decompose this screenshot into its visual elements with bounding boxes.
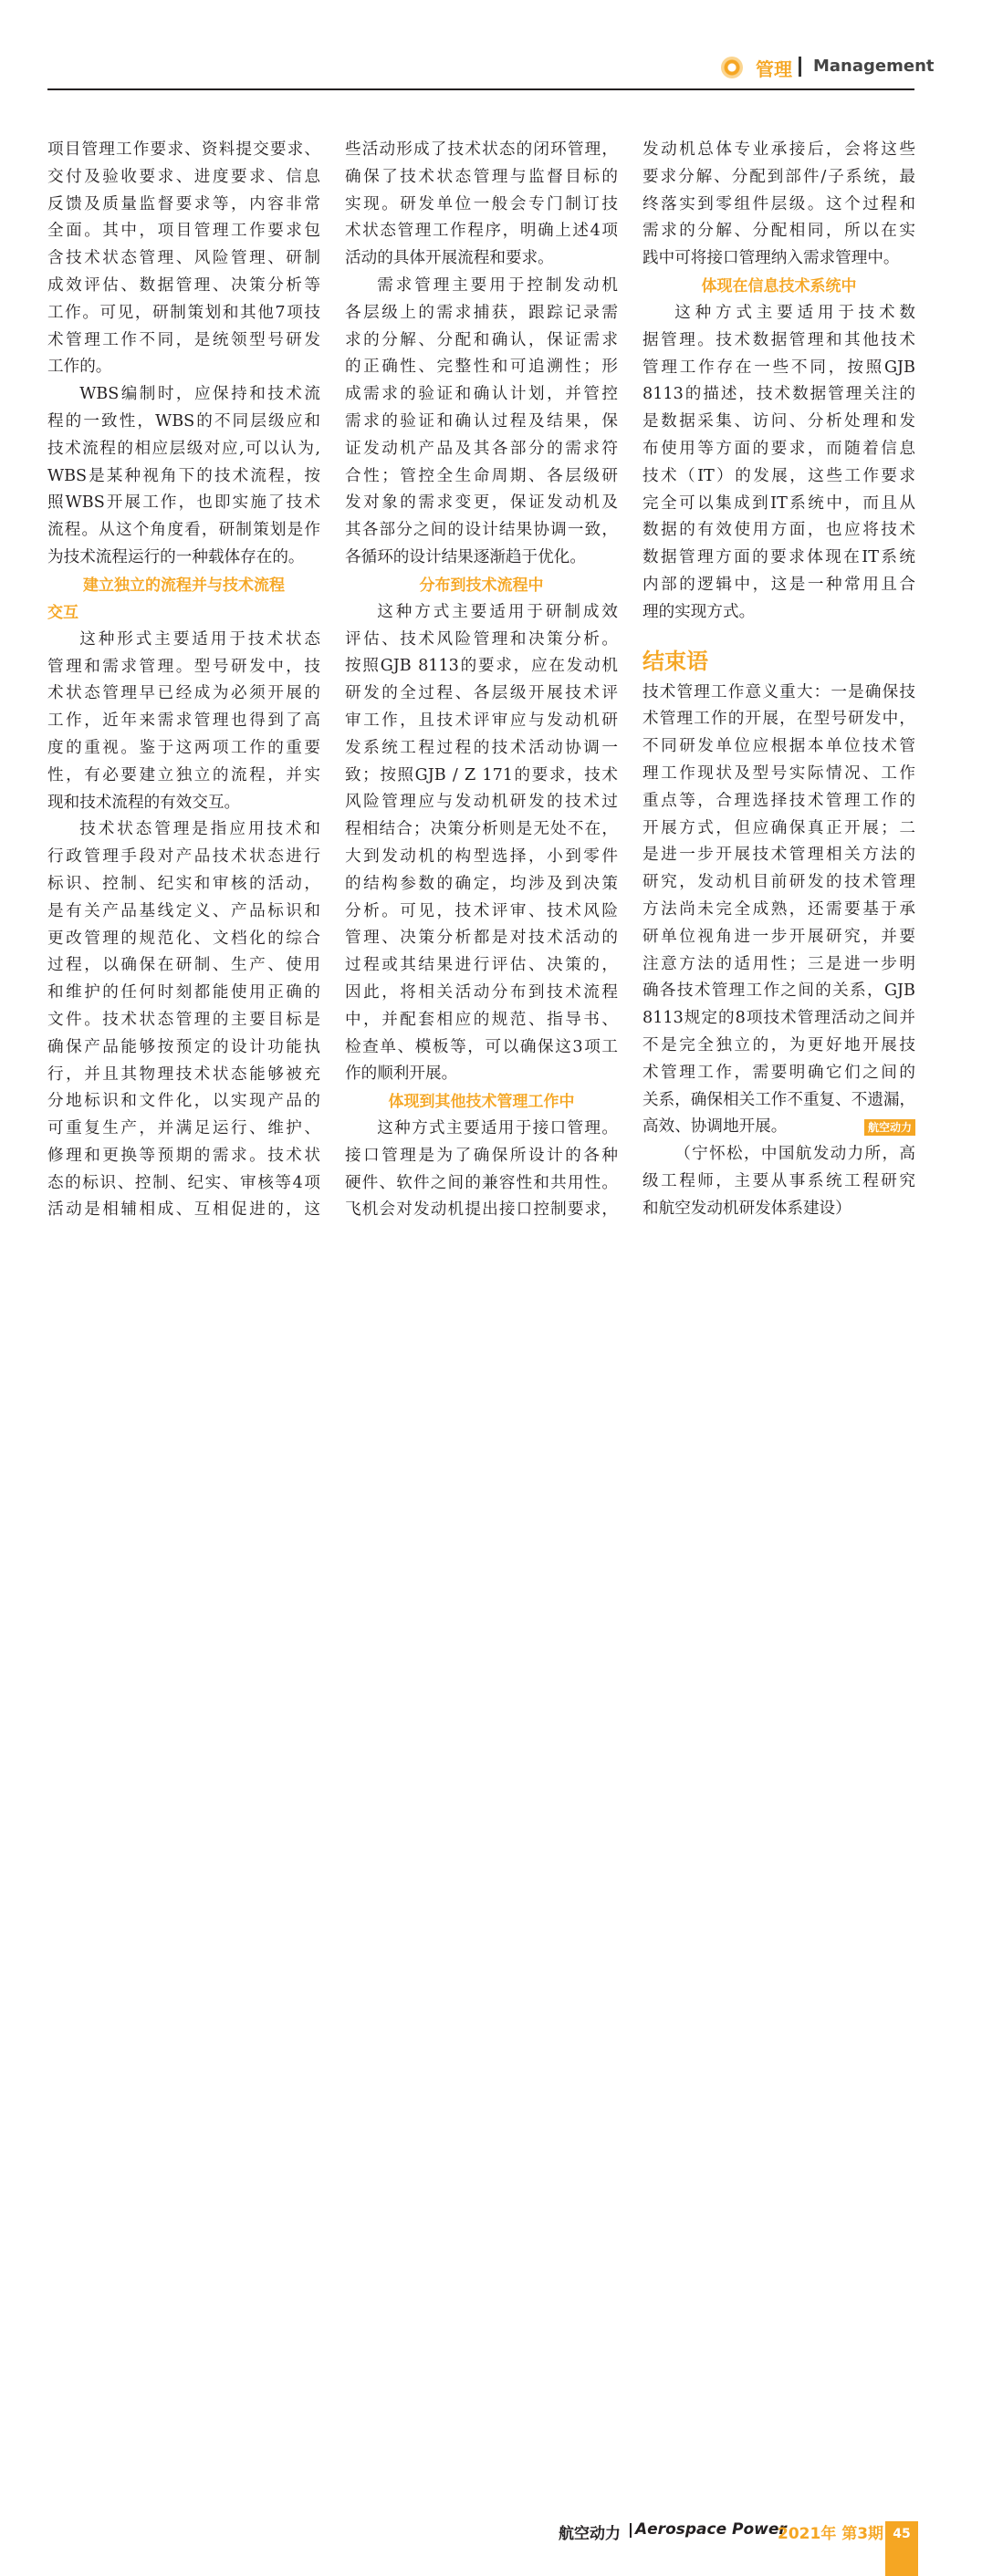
text-line [345, 300, 618, 327]
column-1 [47, 137, 320, 1224]
text-line [345, 381, 618, 409]
text-line-content: 为技术流程运行的一种载体存在的。 [47, 547, 305, 566]
section-title-en: Management [813, 57, 935, 76]
text-line-content: 方法尚未完全成熟，还需要基于承 [642, 899, 915, 919]
section-heading: 结束语 [642, 648, 708, 674]
text-line [345, 463, 618, 491]
text-line-content: 度的重视。鉴于这两项工作的重要 [47, 738, 320, 757]
text-line [345, 192, 618, 219]
text-line-content: 高效、协调地开展。 [642, 1117, 788, 1137]
text-line-content: 确保了技术状态管理与监督目标的 [345, 167, 618, 186]
text-line-content: 终落实到零组件层级。这个过程和 [642, 194, 915, 213]
text-line-content: 成效评估、数据管理、决策分析等 [47, 275, 320, 295]
text-line-content: 研单位视角进一步开展研究，并要 [642, 927, 915, 946]
text-line [47, 816, 320, 844]
text-line-content: 开展方式，但应确保真正开展；二 [642, 818, 915, 837]
text-line [47, 436, 320, 463]
column-2 [345, 137, 618, 1224]
text-line-content: 发系统工程过程的技术活动协调一 [345, 738, 618, 757]
text-line-content: 管理、决策分析都是对技术活动的 [345, 929, 618, 948]
text-line-content: 各层级上的需求捕获，跟踪记录需 [345, 303, 618, 322]
text-line-content: 证发动机产品及其各部分的需求符 [345, 439, 618, 458]
text-line-content: 审工作，且技术评审应与发动机研 [345, 711, 618, 730]
text-line [642, 164, 915, 192]
text-line [345, 898, 618, 926]
text-line-content: 术管理工作，需要明确它们之间的 [642, 1063, 915, 1082]
text-line [642, 1114, 915, 1141]
text-line-content: 布使用等方面的要求，而随着信息 [642, 439, 915, 458]
text-line-content: 发对象的需求变更，保证发动机及 [345, 493, 618, 513]
text-line-content: 活动是相辅相成、互相促进的，这 [47, 1200, 320, 1220]
text-line-content: 照WBS开展工作，也即实施了技术 [47, 493, 320, 513]
text-line-content: 这种方式主要适用于研制成效 [377, 602, 618, 621]
text-line-content: 数据的有效使用方面，也应将技术 [642, 521, 915, 540]
text-line-content: 需求的分解、分配相同，所以在实 [642, 222, 915, 241]
text-line-content: 这种方式主要适用于技术数 [674, 303, 915, 322]
text-line [47, 137, 320, 164]
text-line [642, 815, 915, 843]
subsection-heading: 交互 [47, 603, 78, 622]
text-line [345, 137, 618, 164]
text-line [642, 355, 915, 382]
text-line [642, 1033, 915, 1060]
text-line [345, 1116, 618, 1143]
text-line [47, 790, 320, 817]
text-line-content: 技术状态管理是指应用技术和 [79, 820, 320, 839]
text-line [47, 354, 320, 381]
text-line [642, 218, 915, 245]
text-line [345, 871, 618, 898]
text-line [642, 897, 915, 924]
text-line-content: 过程，以确保在研制、生产、使用 [47, 956, 320, 975]
text-line-content: 注意方法的适用性；三是进一步明 [642, 954, 915, 973]
text-line [345, 436, 618, 463]
text-line-content: 关系，确保相关工作不重复、不遗漏， [642, 1090, 915, 1109]
text-line-content: 项目管理工作要求、资料提交要求、 [47, 140, 320, 159]
text-line-content: 技术管理工作意义重大：一是确保技 [642, 682, 915, 701]
text-line [642, 192, 915, 219]
text-line [47, 218, 320, 245]
text-line-content: 践中可将接口管理纳入需求管理中。 [642, 249, 900, 268]
text-line-content: 研发的全过程、各层级开展技术评 [345, 684, 618, 703]
text-line-content: 分地标识和文件化，以实现产品的 [47, 1092, 320, 1111]
text-line-content: 工作。可见，研制策划和其他7项技 [47, 303, 320, 322]
text-line-content: 成需求的验证和确认计划，并管控 [345, 385, 618, 404]
journal-name-cn: 航空动力 [559, 2525, 621, 2543]
text-line-content: （宁怀松，中国航发动力所，高 [674, 1145, 915, 1164]
text-line-content: 重点等，合理选择技术管理工作的 [642, 791, 915, 810]
text-line-content: 性，有必要建立独立的流程，并实 [47, 765, 320, 784]
text-line [345, 789, 618, 816]
text-line-content: 合性；管控全生命周期、各层级研 [345, 466, 618, 485]
text-line-content: 活动的具体开展流程和要求。 [345, 249, 554, 268]
text-line-content: 实现。研发单位一般会专门制订技 [345, 194, 618, 213]
text-line-content: 不同研发单位应根据本单位技术管 [642, 737, 915, 756]
text-line [47, 463, 320, 491]
text-line-content: 作的顺利开展。 [345, 1065, 458, 1084]
text-line-content: 修理和更换等预期的需求。技术状 [47, 1146, 320, 1165]
text-line [47, 952, 320, 980]
text-line [47, 192, 320, 219]
text-line [345, 763, 618, 790]
text-line [642, 706, 915, 733]
text-line-content: 内部的逻辑中，这是一种常用且合 [642, 575, 915, 594]
text-line-content: 需求管理主要用于控制发动机 [377, 275, 618, 295]
text-line [642, 381, 915, 409]
text-line [642, 1196, 915, 1223]
text-line [345, 1197, 618, 1224]
text-line-content: 术管理工作不同，是统领型号研发 [47, 330, 320, 349]
text-line [642, 733, 915, 761]
text-line [345, 354, 618, 381]
text-line [345, 1034, 618, 1062]
text-line [47, 1062, 320, 1089]
text-line-content: 交付及验收要求、进度要求、信息 [47, 167, 320, 186]
text-line-content: 要求分解、分配到部件/子系统，最 [642, 167, 915, 186]
text-line-content: 理的实现方式。 [642, 602, 756, 621]
text-line [47, 1170, 320, 1198]
journal-logo-icon [721, 57, 743, 78]
text-line-content: 的正确性、完整性和可追溯性；形 [345, 358, 618, 377]
text-line-content: 需求的验证和确认过程及结果，保 [345, 411, 618, 431]
text-line-content: 行政管理手段对产品技术状态进行 [47, 847, 320, 867]
text-line [47, 164, 320, 192]
journal-name-en: Aerospace Power [635, 2520, 787, 2539]
text-line-content: 求的分解、分配和确认，保证需求 [345, 330, 618, 349]
text-line-content: 术状态管理早已经成为必须开展的 [47, 684, 320, 703]
text-line [345, 327, 618, 355]
text-line [345, 409, 618, 436]
end-mark-logo: 航空动力 [864, 1119, 915, 1136]
text-line-content: 这种方式主要适用于接口管理。 [377, 1119, 618, 1138]
text-line [642, 327, 915, 355]
text-line-content: 分析。可见，技术评审、技术风险 [345, 901, 618, 920]
text-line [345, 273, 618, 300]
text-line [642, 1087, 915, 1115]
text-line-content: 这种形式主要适用于技术状态 [79, 629, 320, 649]
text-line-content: 过程或其结果进行评估、决策的， [345, 956, 618, 975]
text-line-content: 确各技术管理工作之间的关系，GJB [642, 982, 915, 1001]
text-line-content: 大到发动机的构型选择，小到零件 [345, 847, 618, 866]
text-line-content: 工作的。 [47, 358, 112, 377]
text-line [47, 627, 320, 654]
text-line [47, 763, 320, 790]
text-line [642, 1060, 915, 1087]
text-line-content: 文件。技术状态管理的主要目标是 [47, 1010, 320, 1029]
text-line [642, 137, 915, 164]
text-line [47, 1143, 320, 1170]
text-line-content: 术管理工作的开展，在型号研发中， [642, 710, 915, 729]
text-line-content: 些活动形成了技术状态的闭环管理， [345, 140, 618, 159]
text-line-content: 不是完全独立的，为更好地开展技 [642, 1035, 915, 1054]
text-line [47, 1034, 320, 1062]
text-line [47, 300, 320, 327]
section-title-cn: 管理 [756, 58, 792, 80]
text-line-content: 是有关产品基线定义、产品标识和 [47, 901, 320, 920]
text-line-content: 硬件、软件之间的兼容性和共用性。 [345, 1173, 618, 1192]
spacer [642, 627, 915, 643]
text-line-content: 完全可以集成到IT系统中，而且从 [642, 493, 915, 513]
text-line [345, 545, 618, 572]
text-line [345, 245, 618, 273]
text-line-content: 流程。从这个角度看，研制策划是作 [47, 521, 320, 540]
text-line [345, 925, 618, 952]
text-line [345, 218, 618, 245]
text-line [345, 1143, 618, 1170]
text-line [345, 980, 618, 1007]
text-line [345, 490, 618, 517]
subsection-heading: 体现到其他技术管理工作中 [388, 1093, 575, 1112]
text-line-content: 是进一步开展技术管理相关方法的 [642, 846, 915, 865]
text-line [642, 517, 915, 545]
text-line [47, 708, 320, 735]
text-line-content: 技术（IT）的发展，这些工作要求 [642, 466, 915, 485]
text-line-content: 确保产品能够按预定的设计功能执 [47, 1037, 320, 1056]
text-line-content: WBS是某种视角下的技术流程，按 [47, 466, 320, 485]
text-line [642, 545, 915, 572]
text-line [642, 300, 915, 327]
text-line-content: 其各部分之间的设计结果协调一致， [345, 521, 618, 540]
text-line [47, 844, 320, 871]
text-line-content: 8113规定的8项技术管理活动之间并 [642, 1009, 915, 1028]
text-line [47, 980, 320, 1007]
text-line [345, 1061, 618, 1088]
subsection-heading: 体现在信息技术系统中 [701, 276, 857, 296]
text-line-content: 发动机总体专业承接后，会将这些 [642, 140, 915, 159]
text-line [345, 680, 618, 708]
text-line [345, 1007, 618, 1034]
text-line [47, 654, 320, 681]
text-line [642, 842, 915, 869]
text-line [47, 381, 320, 409]
subsection-heading: 建立独立的流程并与技术流程 [83, 576, 285, 595]
page-header [0, 0, 982, 91]
text-line [345, 735, 618, 763]
text-line [47, 490, 320, 517]
text-line [47, 1116, 320, 1143]
column-3 [642, 137, 915, 1222]
text-line [47, 1088, 320, 1116]
text-line-content: 级工程师，主要从事系统工程研究 [642, 1171, 915, 1190]
text-line-content: 中，并配套相应的规范、指导书、 [345, 1010, 618, 1029]
text-line [642, 869, 915, 897]
text-line [642, 1005, 915, 1033]
text-line-content: 管理工作存在一些不同，按照GJB [642, 358, 915, 377]
text-line [345, 517, 618, 545]
text-line [345, 653, 618, 680]
issue-label: 2021年 第3期 [778, 2525, 884, 2543]
text-line [47, 517, 320, 545]
text-line-content: 现和技术流程的有效交互。 [47, 793, 241, 812]
text-line [47, 680, 320, 708]
text-line-content: 工作，近年来需求管理也得到了高 [47, 712, 320, 731]
text-line-content: 据管理。技术数据管理和其他技术 [642, 330, 915, 349]
text-line-content: 术状态管理工作程序，明确上述4项 [345, 222, 618, 241]
text-line [642, 409, 915, 436]
text-line [642, 680, 915, 707]
text-line-content: 更改管理的规范化、文档化的综合 [47, 929, 320, 948]
header-separator [799, 57, 801, 77]
text-line [47, 871, 320, 898]
text-line-content: 管理和需求管理。型号研发中，技 [47, 657, 320, 676]
text-line [345, 627, 618, 654]
text-line-content: 可重复生产，并满足运行、维护、 [47, 1119, 320, 1138]
text-line [47, 898, 320, 926]
text-line-content: 反馈及质量监督要求等，内容非常 [47, 194, 320, 213]
text-line [642, 761, 915, 788]
text-line [47, 245, 320, 273]
text-line [47, 1197, 320, 1224]
text-line [642, 245, 915, 273]
text-line-content: 是数据采集、访问、分析处理和发 [642, 412, 915, 431]
text-line [47, 327, 320, 355]
text-line [642, 978, 915, 1005]
text-line-content: WBS编制时，应保持和技术流 [79, 385, 320, 404]
text-line [642, 924, 915, 951]
text-line-content: 接口管理是为了确保所设计的各种 [345, 1146, 618, 1165]
text-line [345, 1170, 618, 1198]
text-line [642, 951, 915, 979]
text-line-content: 研究，发动机目前研发的技术管理 [642, 873, 915, 892]
text-line-content: 行，并且其物理技术状态能够被充 [47, 1065, 320, 1084]
text-line [642, 788, 915, 815]
text-line [47, 735, 320, 763]
text-line [345, 952, 618, 980]
text-line [642, 463, 915, 491]
text-line-content: 风险管理应与发动机研发的技术过 [345, 793, 618, 812]
text-line-content: 按照GJB 8113的要求，应在发动机 [345, 657, 618, 676]
header-rule [47, 88, 914, 90]
text-line [345, 844, 618, 871]
text-line-content: 检查单、模板等，可以确保这3项工 [345, 1037, 618, 1056]
text-line-content: 的结构参数的确定，均涉及到决策 [345, 874, 618, 893]
text-line [345, 164, 618, 192]
text-line-content: 各循环的设计结果逐渐趋于优化。 [345, 547, 586, 566]
page-number: 45 [885, 2521, 918, 2576]
text-line-content: 致；按照GJB / Z 171的要求，技术 [345, 765, 618, 784]
text-line-content: 技术流程的相应层级对应,可以认为, [47, 439, 320, 458]
text-line [345, 816, 618, 844]
text-line [642, 491, 915, 518]
text-line [642, 599, 915, 627]
footer-separator [630, 2523, 632, 2538]
text-line-content: 标识、控制、纪实和审核的活动， [47, 874, 320, 893]
text-line-content: 全面。其中，项目管理工作要求包 [47, 222, 320, 241]
text-line [345, 599, 618, 627]
text-line-content: 因此，将相关活动分布到技术流程 [345, 982, 618, 1002]
text-line-content: 数据管理方面的要求体现在IT系统 [642, 548, 915, 567]
text-line [47, 1007, 320, 1034]
text-line [47, 273, 320, 300]
text-line [47, 926, 320, 953]
text-line-content: 理工作现状及型号实际情况、工作 [642, 763, 915, 783]
text-line [47, 545, 320, 572]
text-line-content: 程相结合；决策分析则是无处不在， [345, 820, 618, 839]
text-line [642, 1141, 915, 1169]
subsection-heading: 分布到技术流程中 [419, 576, 544, 595]
text-line [642, 436, 915, 463]
text-line-content: 飞机会对发动机提出接口控制要求， [345, 1200, 618, 1220]
text-line [642, 572, 915, 599]
text-line-content: 8113的描述，技术数据管理关注的 [642, 385, 915, 404]
text-line-content: 和维护的任何时刻都能使用正确的 [47, 983, 320, 1002]
text-line [345, 708, 618, 735]
text-line-content: 和航空发动机研发体系建设） [642, 1199, 851, 1218]
text-line-content: 含技术状态管理、风险管理、研制 [47, 249, 320, 268]
text-line-content: 程的一致性，WBS的不同层级应和 [47, 411, 320, 431]
text-line [47, 409, 320, 436]
text-line-content: 评估、技术风险管理和决策分析。 [345, 629, 618, 649]
text-line-content: 态的标识、控制、纪实、审核等4项 [47, 1173, 320, 1192]
text-line [642, 1169, 915, 1196]
page-footer [0, 1259, 982, 2543]
